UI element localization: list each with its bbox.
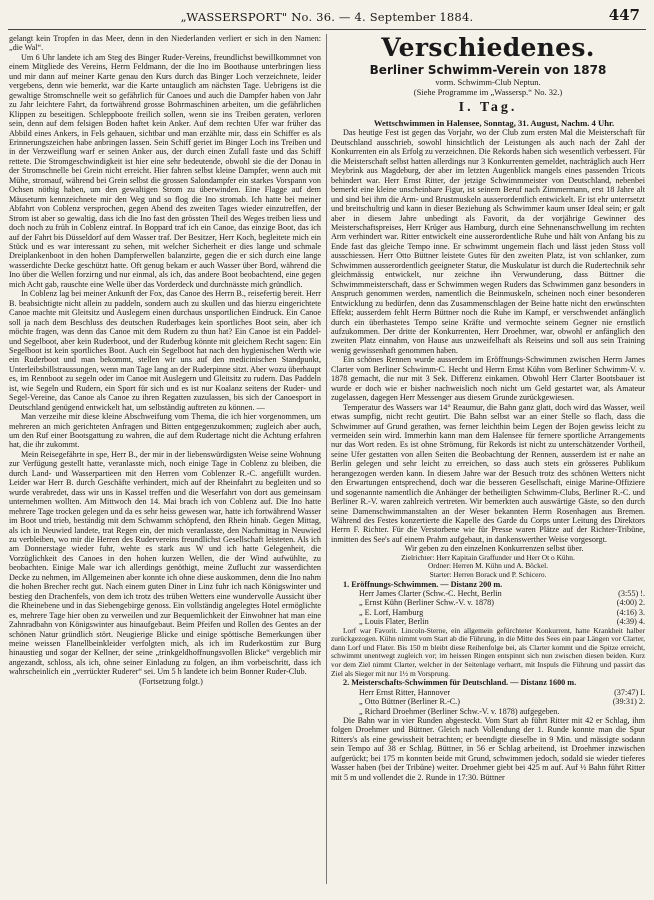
left-paragraph: In Coblenz lag bei meiner Ankunft der Fox, das Canoe des Herrn B., reisefertig bereit. Herr B. beabsichtigte nicht allein zu paddeln, sondern auch zu skullen und das hierzu eingerichtete Canoe machte mit Gleitsitz und Auslegern einen durchaus unsportlichen Eindruck. Ein Canoe soll ja nach dem Beschluss des deutschen Ruderbages kein sportliches Boot sein, aber ich möchte fragen, was denn das Canoe mit dem Rudern zu thun hat? Ein Canoe ist ein Paddel- und Segelboot, aber kein Ruderboot, und der Ruderbug könnte mit gleichem Recht sagen: Ein Segelboot ist kein sportliches Boot. Auch ein Segelboot hat nach den hygienischen Werth wie ein Ruderboot und man bekommt, stellen wir uns auf den medicinischen Standpunkt, Unterleibsbillstraussungen, wenn man Tage lang an der Ruderpinne sitzt. Aber wozu überhaupt es, im Rennboot zu segeln oder im Canoe mit Auslegern und Gleitsitz zu rudern. Das Paddeln ist, wie Segeln und Rudern, ein Sport für sich und es ist nur Koalanz seitens der Ruder- und Segel-Vereine, das Canoe als Canoe zu ihren Regatten zuzulassen, bis sich der Canoesport in Deutschland genügend entwickelt hat, um selbständig auftreten zu können. — [9, 289, 321, 412]
right-paragraph: Das heutige Fest ist gegen das Vorjahr, wo der Club zum ersten Mal die Meisterschaft für Deutschland ausschrieb, sowohl hinsichtlich der Leistungen als auch nach der Zahl der Konkurrenten ein als Erfolg zu verzeichnen. Die Rekords haben sich wesentlich verbessert. Für die Meisterschaft selbst hatten allerdings nur 3 Konkurrenten gemeldet, nachträglich auch Herr Meybrink aus Magdeburg, der aber im letzten Augenblick mangels eines passenden Tricots behindert war. Herr Ernst Ritter, der jetzige Schwimmmeister von Deutschland, nebenbei bemerkt eine kleine unscheinbare Figur, ist seinem Beruf nach Zimmermann, erst 18 Jahre alt und sind bei ihm die Arm- und Brustmuskeln ausserordentlich entwickelt. Er ist ehr unterrsetzt und breitschultrig und kann in dieser Beziehung als Schwimmer kaum unser Ideal sein; er galt aber in diesem Jahre unbedingt als Favorit, da der vorjährige Gewinner des Meisterschaftspreises, Herr Krüger aus Hamburg, durch eine Sehnenanschwellung im rechten Arm verhindert war. Ritter entwickelt eine ausserordentliche Ruhe und hält von Anfang bis zu Ende fast das gleiche Tempo inne. Er schwimmt ungemein flach und lässt jeden Stoss voll ausschiessen. Herr Otto Büttner leistete Gutes für den zweiten Platz, ist von schlanker, zum Schwimmen ausserordentlich geeigneter Statur, die Muskulatur ist durch die Rudertechnik sehr gleichmässig entwickelt, nur zeichne ihn Verwunderung, dass Büttner die Schwimmmeisterschaft, dass er Schwimmen wegen Ruders das Schwimmen ganz besonders in Anspruch genommen werden, namentlich die Beinmuskeln, scheinen noch einer besonderen Entwicklung zu bedürfen, denn das Zusammenschlagen der Beine hatte nicht den erwünschten Effekt; ausserdem fehlt Herrn Büttner noch die Ruhe im Kampf, er verschwendet anfänglich durch ein überhastetes Tempo seine Kräfte und vermochte seinem Gegner nie ernstlich aufzukommen. Der dritte der Konkurrenten, Herr Droehmer, war, obwohl er anfänglich den zweiten Platz einnahm, von Hause aus unzweifelhaft als Reiseins und soll aus sein Training wenig gewissenhaft genommen haben. [331, 128, 645, 355]
result-name: „ Richard Droehmer (Berliner Schw.-V. v. 1878) aufgegeben. [359, 706, 560, 716]
left-paragraph: Man verzeihe mir diese kleine Abschweifung vom Thema, die ich hier vorgenommen, um mehreren an mich gerichteten Anfragen und Bitten entgegenzukommen; zugleich aber auch, um den Ruf einer Bootsgattung zu wahren, die auf dem Rudertage nicht die Achtung erfahren hat, die ihr zukommt. [9, 412, 321, 450]
result-row [331, 688, 645, 697]
right-paragraph: Wir geben zu den einzelnen Konkurrenzen selbst über. [404, 544, 584, 554]
club-subtitle: vorm. Schwimm-Club Neptun. [435, 77, 541, 87]
club-title: Berliner Schwimm-Verein von 1878 [369, 63, 607, 77]
result-name: Herr James Clarter (Schw.-C. Hecht, Berlin [359, 589, 502, 599]
result-name: „ E. Lorf, Hamburg [359, 607, 424, 617]
club-note: (Siehe Programme im „Wassersp.“ No. 32.) [413, 87, 563, 97]
result-row [331, 589, 645, 598]
header-rule [8, 29, 646, 30]
event-line: Wettschwimmen in Halensee, Sonntag, 31. August, Nachm. 4 Uhr. [373, 118, 615, 128]
officials-line: Starter: Herren Borack und P. Schicero. [429, 570, 547, 580]
result-time: (37:47) I. [614, 687, 645, 697]
race-results [331, 688, 645, 716]
left-paragraph: Um 6 Uhr landete ich am Steg des Binger Ruder-Vereins, freundlichst bewillkommnet von einem Mitgliede des Vereins, Herrn Feldmann, der die Ino im Boothause unterbringen liess und mir dann auf meiner Karte genau den Kurs durch das Binger Loch verzeichnete, leider vergebens, denn wie bemerkt, war die Karte untauglich am nächsten Tage. Uebrigens ist die gewaltige Stromschnelle weit so gefährlich für Canoes und auch die Dampfer haben von Jahr zu Jahr leichtere Fahrt, da fortwährend grosse Bohrmaschinen arbeiten, um die gefährlichen Klippen zu beseitigen. Schleppboote freilich sollen, wenn sie ins Treiben geraten, verloren sein, denn auf dem felsigen Boden haftet kein Anker. Auf dem rechten Ufer war früher das Abbild eines Ankers, in Fels gehauen, sichtbar und man erzählte mir, dass ein Schiffer es als Erinnerungszeichen habe anbringen lassen. Sein Schiff geriet im Binger Loch ins Treiben und in der Verzweiflung warf er seinen Anker aus, der durch einen Zufall faste und das Schiff rettete. Die Stromgeschwindigkeit ist hier eine sehr bedeutende, obwohl sie die der Donau in der Stromschnelle bei Grein nicht erreicht. Hier fahren selbst kleine Dampfer, wenn auch mit Mühe, stromauf, während bei Grein selbst die grossen Salondampfer ein starkes Vorspann von Ochsen nöthig haben, um den gewaltigen Strom zu überwinden. Eine Flagge auf dem Mäuseturm kennzeichnete mir den Weg und so flog die Ino stromab. Ich hatte bei meiner Abfahrt von Coblenz versprochen, gegen Abend des zweiten Tages wieder einzutreffen, der Strom ist aber so gewaltig, dass ich die Ino fast den grössten Theil des Weges treiben liess und doch noch zu früh in Coblenz eintraf. In Boppard traf ich ein Canoe, das einzige Boot, das ich auf der Fahrt bis Düsseldorf auf dem Wasser traf. Der Besitzer, Herr Koch, begleitete mich ein Stück und es war interessant zu sehen, mit welcher Sicherheit er dies lange und schmale Dreiplankenboot in den hohen Dampferwellen balanzirte, gegen die er sich durch eine lange wasserdichte Decke geschützt hatte. Oft genug bekam er auch Wasser über Bord, während die Ino über die Wellen forzirng und nur einmal, als ich, das andere Boot beobachtend, eine gegen mich Acht gab, rauschte eine Welle über das Vorderdeck und durchnässte mich gründlich. [9, 52, 321, 289]
race-text: Die Bahn war in vier Runden abgesteckt. Vom Start ab führt Ritter mit 42 er Schlag, ihm folgen Droehmer und Büttner. Gleich nach Vollendung der 1. Runde konnte man die Spur Ritters's als eine gewissheit betrachten; er beendigte dieselbe in 9 Min. und mässigte sodann sein Tempo auf 38 er Schlag. Büttner, in 56 er Schlag arbeitend, ist Droehmer inzwischen aufgerückt; bei 175 m konnten beide mit Grund, schwimmen jedoch, sodald sie wieder tieferes Wasser haben (bei der Tribüne) weiter. Droehmer giebt bei 425 m auf. Auf ½ Bahn führt Ritter mit 5 m und vollendet die 2. Runde in 17:30. Büttner [331, 715, 645, 782]
result-row [331, 608, 645, 617]
race-results [331, 589, 645, 627]
left-paragraph: gelangt kein Tropfen in das Meer, denn in den Niederlanden verliert er sich in den Namen: „die Wal“. [9, 34, 321, 53]
result-name: „ Ernst Kühn (Berliner Schw.-V. v. 1878) [359, 598, 494, 608]
column-divider [326, 34, 327, 884]
race-heading: 1. Eröffnungs-Schwimmen. — Distanz 200 m. [343, 579, 503, 589]
left-column [9, 34, 321, 890]
officials-line: Zielrichter: Herr Kapitain Graffunder und Herr Ot o Kühn. [401, 552, 575, 562]
left-paragraph: Mein Reisegefährte in spe, Herr B., der mir in der liebenswürdigsten Weise seine Wohnung zur Verfügung gestellt hatte, veranlasste mich, noch einige Tage in Coblenz zu bleiben, die durch Land- und Wasserpartieen mit den Herren vom Coblenzer R.-C. angefüllt wurden. Leider war Herr B. durch Geschäfte verhindert, mich auf der Rheinfahrt zu begleiten und so wurde verabredet, dass wir uns in Kassel treffen und die Weserfahrt von dort aus gemeinsam unternehmen wollten. Am Mittwoch den 14. Mai brach ich von Coblenz auf. Die Ino hatte mehrere Tage trocken gelegen und da es sehr heiss gewesen war, hatte ich fortwährend Wasser im Boot und trieb, beständig mit dem Schwamm schöpfend, den Rhein hinab. Gegen Mittag, als ich in Neuwied landete, trat Regen ein, der mich veranlasste, den Nachmittag in Neuwied zu verbleiben, wo mir die Herren des Rudervereins freundlichst Gesellschaft leisteten. Als ich am Donnerstage wieder fuhr, wehte es stark aus W und ich hatte Gelegenheit, die Vorzüglichkeit des Canoes in den hohen kurzen Wellen, die der Wind aufwühlte, zu beobachten. Einige Male war ich allerdings genöthigt, meine Zuflucht zur wasserdichten Decke zu nehmen, im Allgemeinen aber konnte ich ohne diese auskommen, denn die Ino nahm die hohen Brecher recht gut. Nach einem guten Diner in Linz fuhr ich nach Königswinter und bestieg den Drachenfels, von dem ich trotz des trüben Wetters eine wundervolle Aussicht über die Rheinebene und in das Siebengebirge genoss. Ein vollständig angelegtes Hotel ermöglichte es, mehrere Tage hier oben zu verweilen und zur Bequemlichkeit der Einwohner hat man eine Zahnradbahn von Königswinter aus hinaufgebaut. Beim Pfeifen und Rollen des Gentes an der schönen Natur gründlich stört. Neugierige Blicke und einige spöttische Bemerkungen über meine weissen Flanellbeinkleider verfolgten mich, als ich im Ruderkostüm zur Burg hinaustieg und sogar der Kellner, der seine „trinkgeldhoffnungsvollen Blicke“ vergeblich mir angezandt, schloss, als ich, ohne seiner Einladung zu folgen, an ihm vorbeischritt, dass ich wahrscheinlich ein „verrückter Ruderer“ sei. Um 5 h landete ich beim Bonner Ruder-Club. [9, 449, 321, 677]
right-paragraph: Temperatur des Wassers war 14° Reaumur, die Bahn ganz glatt, doch wird das Wasser, weil etwas sumpfig, nicht recht geutirt. Die Bahn selbst war an einer Stelle so flach, dass die Schwimmer auf Grund gerathen, was ferner leichthin beim Legen der Bojen gewiss leicht zu vermeiden sein wird. Immerhin kann man dem Halensee für fernere sportliche Arrangements nur das Wort reden. Es ist ohne Strömung, für Rekords ist nicht zu unterschätzender Vortheil, seine Ufer gestatten von allen Seiten die Beobachtung der Rennen, ausserdem ist er nahe an Berlin gelegen und sehr leicht zu erreichen, so dass auch stets ein grösseres Publikum herangezogen werden kann. In diesem Jahre war der Besuch trotz des schönen Wetters nicht den Erwartungen entsprechend, doch war die besseren Gesellschaft, einige Marine-Offiziere und sogenannte namentlich die Anhänger der betheiligten Schwimm-Clubs, Berliner R.-C. und Berliner R.-V. waren zahlreich vertreten. Wir bemerkten auch auswärtige Gäste, so den durch seine Damenschwimmanstalten an der Weser bekannten Herrn Rosenhagen aus Bremen. Während des Festes konzertierte die Kapelle des Garde du Corps unter Leitung des Direktors Herrn F. Richter. Für die Verstorbene wie für Presse waren Plätze auf der Richter-Tribüne, inmitten des See's auf einem Prahm aufgebaut, in dankenswerther Weise vorgesorgt. [331, 402, 645, 544]
page-header [0, 6, 654, 28]
result-row [331, 707, 645, 716]
race-note: Lorf war Favorit. Lincoln-Sterne, ein allgemein gefürchteter Konkurrent, hatte Krankheit halber zurückgezogen. Kühn nimmt vom Start ab die Führung, in die Mitte des Sees ein paar Längen vor Clarter, dann Lorf und Flater. Bis 150 m bleibt diese Reihenfolge bei, als Clarter kommt und die Spitze erreicht, schwimmt unentwegt zugleich vor; im heissen Ringen entspinnt sich nun zwischen diesen beiden. Kurz vor dem Ziel nimmt Clarter, welcher in der Seitenlage verharrt, mit Inspuls die Führung und passirt das Ziel als Sieger mit nur 1½ m Vorsprung. [331, 625, 645, 678]
result-time: (39:31) 2. [612, 697, 645, 707]
page-number: 447 [608, 6, 640, 24]
race-heading: 2. Meisterschafts-Schwimmen für Deutschland. — Distanz 1600 m. [343, 678, 577, 688]
right-column [331, 34, 645, 890]
result-name: Herr Ernst Ritter, Hannover [359, 687, 451, 697]
result-time: (4:39) 4. [616, 617, 645, 627]
result-time: (4:00) 2. [616, 598, 645, 608]
result-name: „ Louis Flater, Berlin [359, 617, 429, 627]
section-title: Verschiedenes. [381, 34, 595, 62]
day-heading: I. Tag. [458, 100, 518, 115]
result-time: (3:55) !. [618, 589, 645, 599]
continued-note: (Fortsetzung folgt.) [139, 676, 203, 686]
result-time: (4:16) 3. [616, 607, 645, 617]
right-paragraph: Ein schönes Rennen wurde ausserdem im Eröffnungs-Schwimmen zwischen Herrn James Clarter vom Berliner Schwimm-C. Hecht und Herrn Ernst Kühn vom Berliner Schwimm-V. v. 1878 gemacht, die nur mit 3 Sek. Differenz einkamen. Obwohl Herr Clarter Bootsbauer ist wurde er doch wie er bisher nachweislich noch nicht um Geld gestartet war, als Amateur zugelassen, dagegen Herr Messenger aus diesem Grunde zurückgewiesen. [331, 355, 645, 403]
running-header: „WASSERSPORT" No. 36. — 4. September 1884. [180, 10, 474, 24]
officials-line: Ordner: Herren M. Kühn und A. Böckel. [427, 561, 549, 571]
result-row [331, 598, 645, 607]
result-row [331, 697, 645, 706]
result-name: „ Otto Büttner (Berliner R.-C.) [359, 697, 460, 707]
